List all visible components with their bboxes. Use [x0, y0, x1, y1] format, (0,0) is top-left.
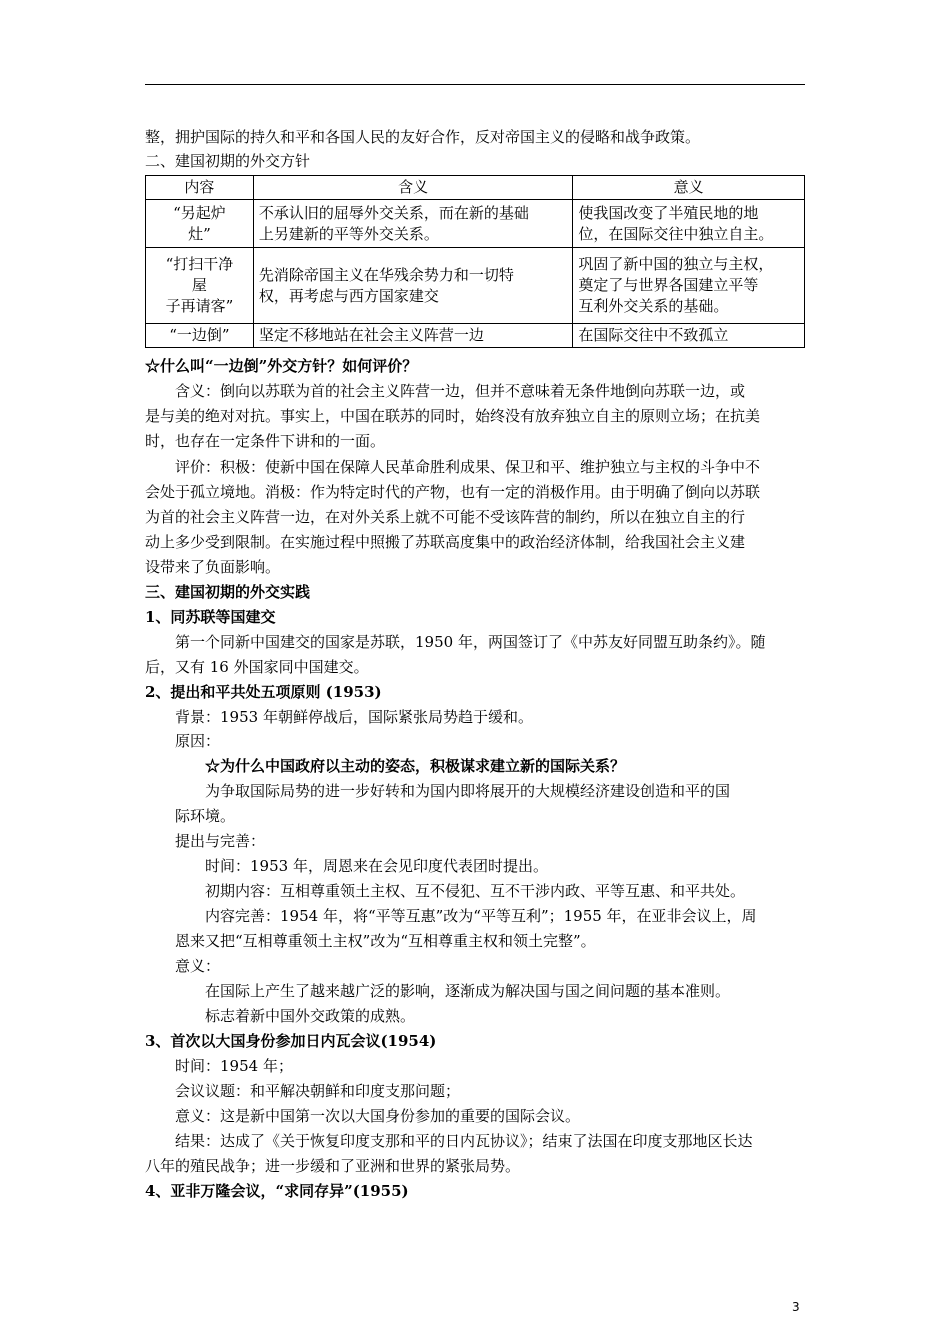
table-header-cell: 内容 [146, 176, 254, 200]
header-rule [145, 84, 805, 85]
cell-text-line: 巩固了新中国的独立与主权， [578, 255, 774, 273]
cell-text-line: 位，在国际交往中独立自主。 [578, 224, 774, 243]
text-line: 评价：积极：使新中国在保障人民革命胜利成果、保卫和平、维护独立与主权的斗争中不 [175, 458, 761, 476]
section-heading: ☆为什么中国政府以主动的姿态，积极谋求建立新的国际关系？ [205, 757, 626, 775]
cell-text-line: “一边倒” [169, 326, 230, 344]
cell-text-line: 灶” [188, 224, 211, 243]
cell-text-line: 先消除帝国主义在华残余势力和一切特 [258, 265, 514, 284]
table-row [146, 200, 805, 248]
text-line: 恩来又把“互相尊重领土主权”改为“互相尊重主权和领土完整”。 [175, 932, 596, 950]
table-cell-policy [146, 200, 254, 248]
cell-text-line: 坚定不移地站在社会主义阵营一边 [258, 326, 484, 344]
text-line: 结果：达成了《关于恢复印度支那和平的日内瓦协议》；结束了法国在印度支那地区长达 [175, 1132, 753, 1150]
text-line: 为争取国际局势的进一步好转和为国内即将展开的大规模经济建设创造和平的国 [205, 782, 731, 800]
cell-text-line: 不承认旧的屈辱外交关系，而在新的基础 [258, 203, 529, 222]
text-line: 意义： [175, 957, 221, 975]
table-row [146, 324, 805, 348]
section-heading: 三、建国初期的外交实践 [145, 583, 311, 601]
cell-text-line: “另起炉 [173, 203, 226, 222]
text-line: 背景：1953 年朝鲜停战后，国际紧张局势趋于缓和。 [175, 708, 533, 726]
text-line: 是与美的绝对对抗。事实上，中国在联苏的同时，始终没有放弃独立自主的原则立场；在抗美 [145, 407, 761, 425]
text-line: 标志着新中国外交政策的成熟。 [205, 1007, 416, 1025]
table-header-cell: 意义 [573, 176, 805, 200]
text-line: 时间：1953 年，周恩来在会见印度代表团时提出。 [205, 857, 548, 875]
text-line: 原因： [175, 732, 221, 750]
section-heading: 1、同苏联等国建交 [145, 608, 276, 626]
cell-text-line: 上另建新的平等外交关系。 [258, 224, 439, 243]
table-header-cell: 含义 [253, 176, 572, 200]
section-heading: 4、亚非万隆会议，“求同存异”(1955) [145, 1182, 409, 1200]
text-line: 际环境。 [175, 807, 236, 825]
text-line: 会议议题：和平解决朝鲜和印度支那问题； [175, 1082, 461, 1100]
text-line: 动上多少受到限制。在实施过程中照搬了苏联高度集中的政治经济体制，给我国社会主义建 [145, 533, 746, 551]
text-line: 整，拥护国际的持久和平和各国人民的友好合作，反对帝国主义的侵略和战争政策。 [145, 128, 701, 146]
cell-text-line: 屋 [191, 276, 207, 294]
table-cell-policy [146, 248, 254, 324]
section-heading: ☆什么叫“一边倒”外交方针？如何评价？ [145, 357, 418, 375]
table-cell-significance [573, 200, 805, 248]
text-line: 时间：1954 年； [175, 1057, 293, 1075]
table-header-row [146, 176, 805, 200]
text-line: 初期内容：互相尊重领土主权、互不侵犯、互不干涉内政、平等互惠、和平共处。 [205, 882, 746, 900]
text-line: 含义：倒向以苏联为首的社会主义阵营一边，但并不意味着无条件地倒向苏联一边，或 [175, 382, 746, 400]
text-line: 内容完善：1954 年，将“平等互惠”改为“平等互利”；1955 年，在亚非会议上，周 [205, 907, 757, 925]
text-line: 会处于孤立境地。消极：作为特定时代的产物，也有一定的消极作用。由于明确了倒向以苏联 [145, 483, 761, 501]
table-cell-significance [573, 248, 805, 324]
table-cell-meaning [253, 248, 572, 324]
text-line: 在国际上产生了越来越广泛的影响，逐渐成为解决国与国之间问题的基本准则。 [205, 982, 731, 1000]
text-line: 第一个同新中国建交的国家是苏联，1950 年，两国签订了《中苏友好同盟互助条约》。随 [175, 633, 766, 651]
table-cell-significance [573, 324, 805, 348]
text-line: 提出与完善： [175, 832, 266, 850]
table-row [146, 248, 805, 324]
text-line: 意义：这是新中国第一次以大国身份参加的重要的国际会议。 [175, 1107, 581, 1125]
cell-text-line: “打扫干净 [165, 255, 234, 273]
text-line: 八年的殖民战争；进一步缓和了亚洲和世界的紧张局势。 [145, 1157, 521, 1175]
text-line: 设带来了负面影响。 [145, 558, 281, 576]
table-cell-meaning [253, 324, 572, 348]
section-heading: 2、提出和平共处五项原则 (1953) [145, 683, 382, 701]
text-line: 时，也存在一定条件下讲和的一面。 [145, 432, 386, 450]
table-cell-policy [146, 324, 254, 348]
cell-text-line: 使我国改变了半殖民地的地 [578, 203, 759, 222]
cell-text-line: 权，再考虑与西方国家建交 [258, 286, 439, 305]
diplomatic-policy-table [145, 175, 805, 348]
section-heading: 3、首次以大国身份参加日内瓦会议(1954) [145, 1032, 437, 1050]
text-line: 二、建国初期的外交方针 [145, 152, 311, 170]
cell-text-line: 在国际交往中不致孤立 [578, 326, 729, 344]
text-line: 为首的社会主义阵营一边，在对外关系上就不可能不受该阵营的制约，所以在独立自主的行 [145, 508, 746, 526]
cell-text-line: 奠定了与世界各国建立平等 [578, 276, 759, 294]
cell-text-line: 互利外交关系的基础。 [578, 297, 729, 315]
page-number: 3 [792, 1300, 800, 1314]
table-cell-meaning [253, 200, 572, 248]
text-line: 后，又有 16 外国家同中国建交。 [145, 658, 369, 676]
cell-text-line: 子再请客” [165, 297, 234, 315]
